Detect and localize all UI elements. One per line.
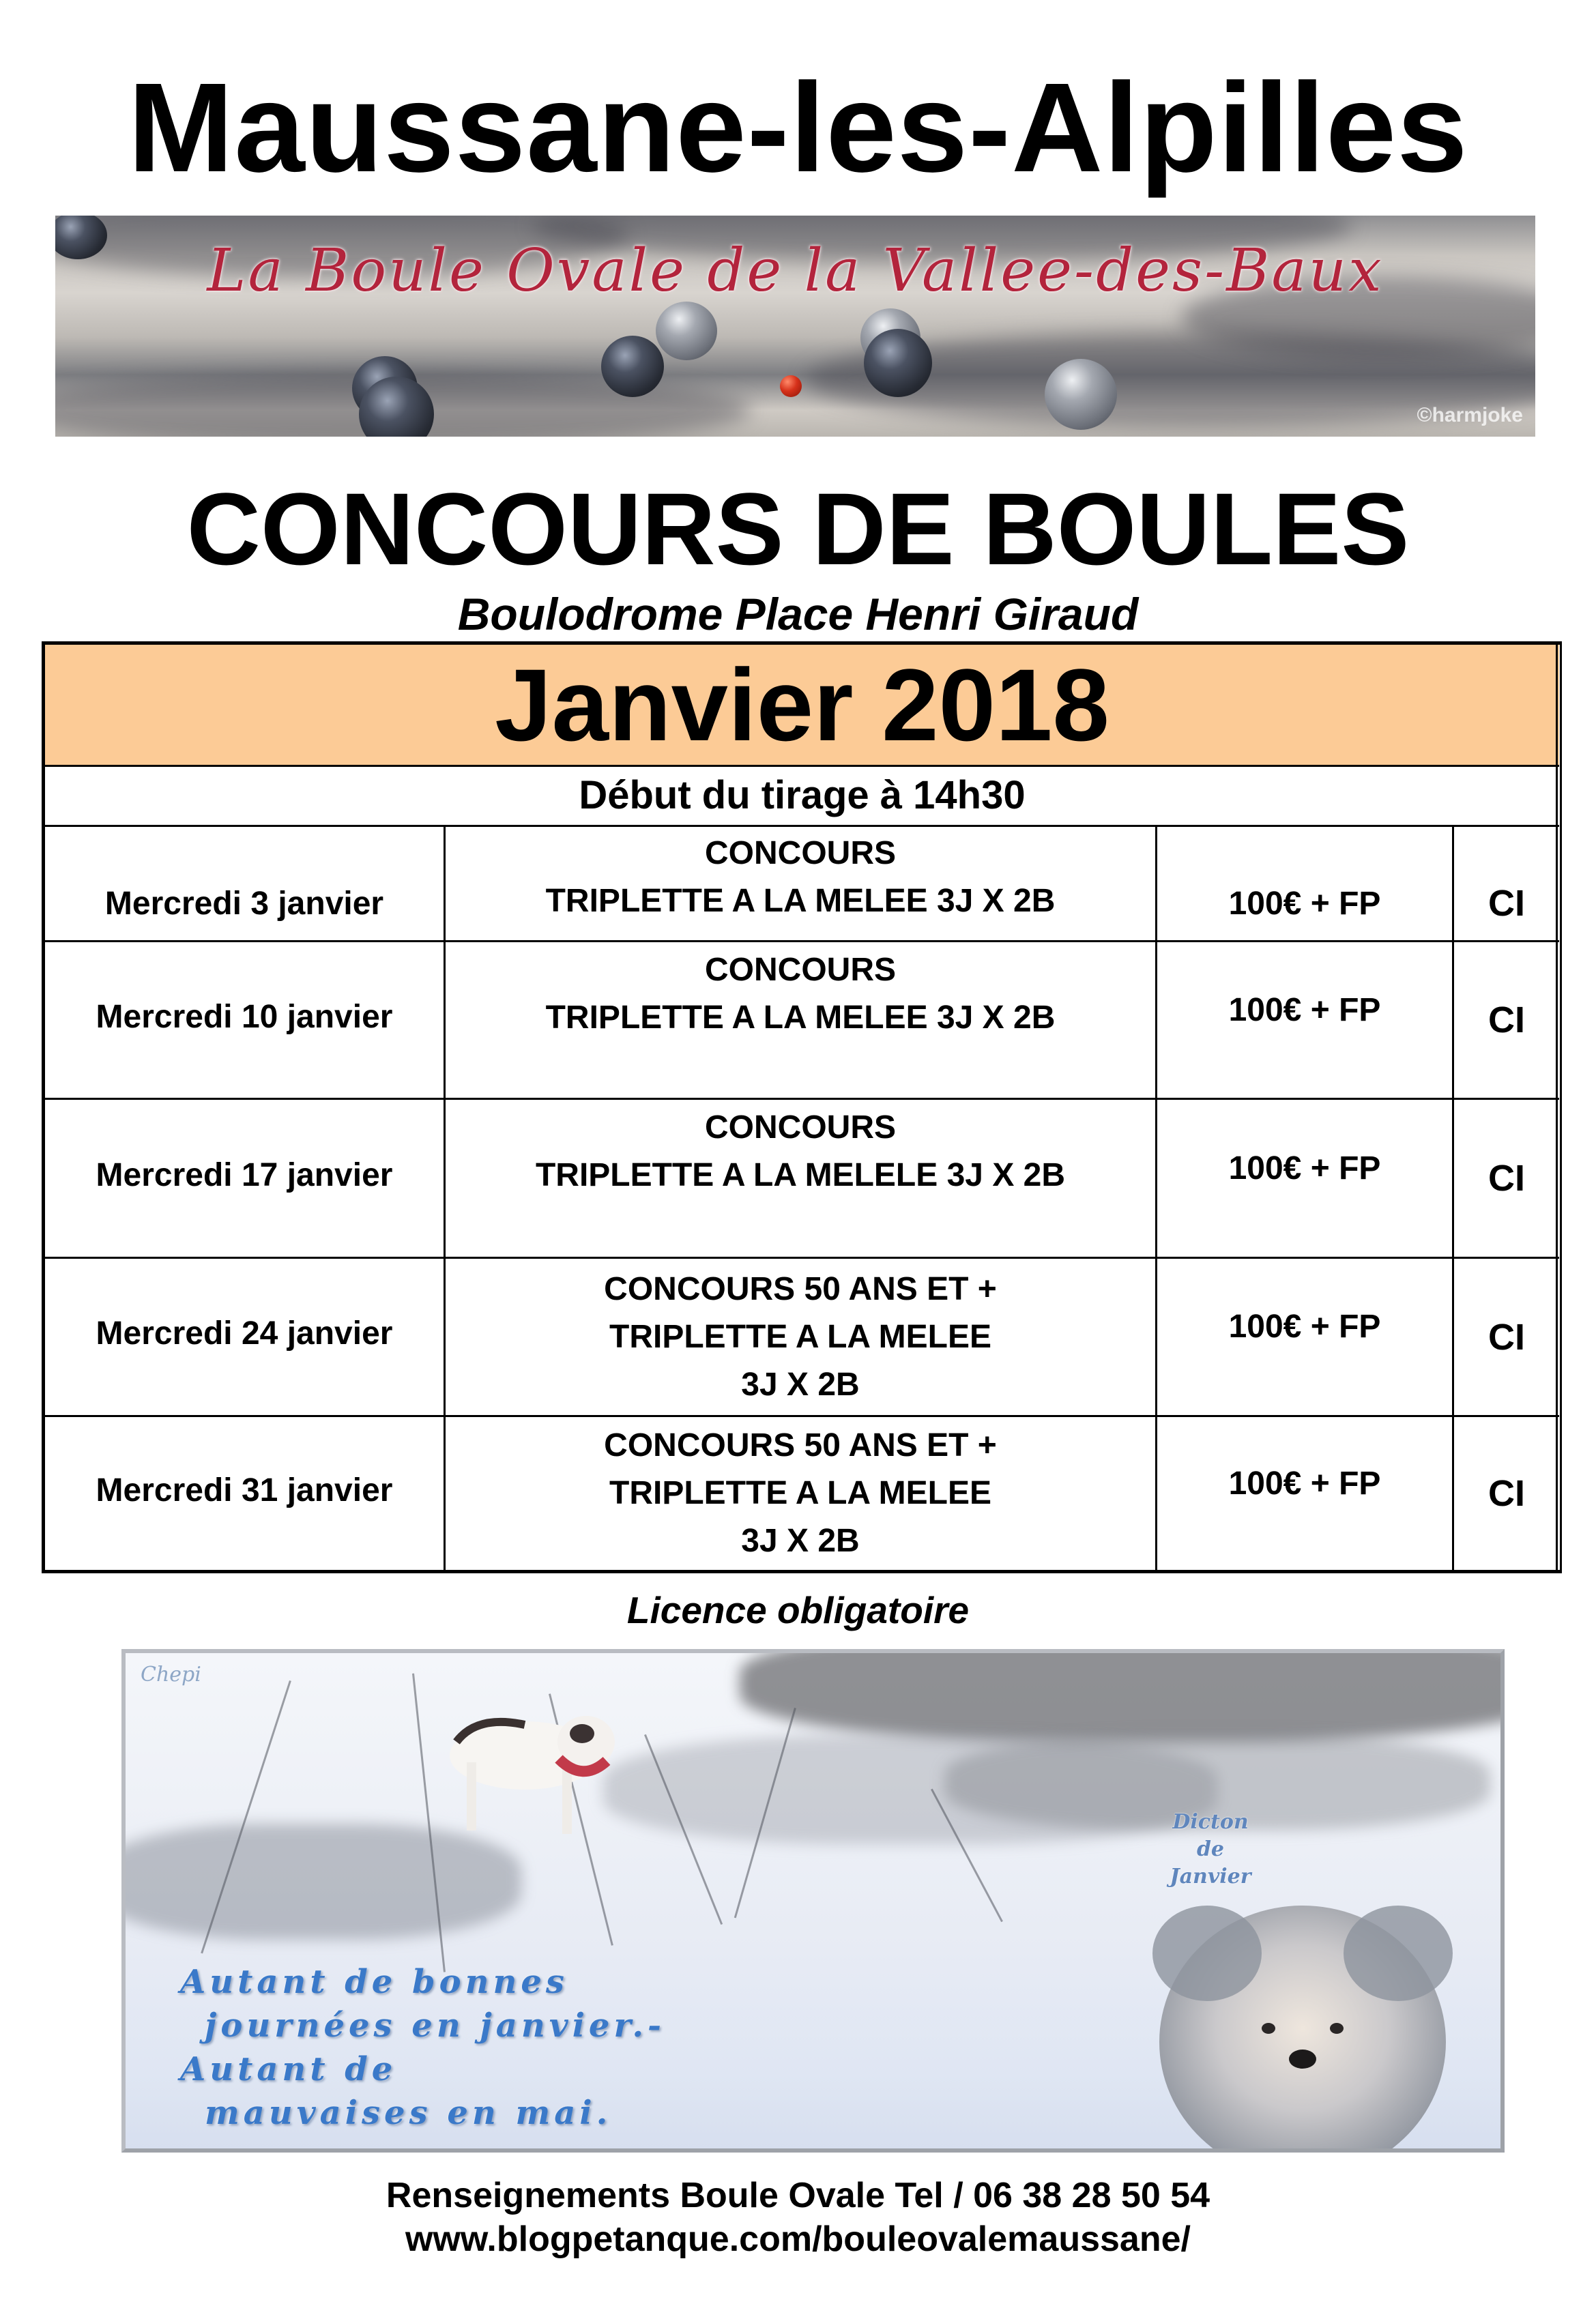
dog-large-image bbox=[1132, 1878, 1473, 2153]
banner-script-text: La Boule Ovale de la Vallee-des-Baux bbox=[207, 237, 1384, 305]
table-row bbox=[45, 825, 1559, 940]
event-prize: 100€ + FP bbox=[1155, 1259, 1452, 1415]
table-row bbox=[45, 1257, 1559, 1415]
licence-note: Licence obligatoire bbox=[626, 1589, 970, 1631]
schedule-table bbox=[42, 641, 1561, 1573]
table-row bbox=[45, 1098, 1559, 1257]
draw-time-label: Début du tirage à 14h30 bbox=[579, 773, 1026, 817]
event-prize: 100€ + FP bbox=[1155, 1100, 1452, 1257]
event-description: CONCOURS 50 ANS ET + TRIPLETTE A LA MELEE 3J X 2B bbox=[444, 1417, 1155, 1570]
jack-ball bbox=[780, 375, 802, 397]
winter-caption: Dicton de Janvier bbox=[1170, 1810, 1251, 1889]
winter-proverb: Autant de bonnes journées en janvier.- Autant de mauvaises en mai. bbox=[180, 1963, 665, 2132]
event-date: Mercredi 10 janvier bbox=[96, 998, 393, 1035]
event-category: CI bbox=[1452, 827, 1559, 940]
month-header-row bbox=[45, 645, 1559, 765]
event-category: CI bbox=[1452, 1100, 1559, 1257]
event-prize: 100€ + FP bbox=[1155, 1417, 1452, 1570]
boule-ball bbox=[601, 336, 664, 397]
event-description: CONCOURS 50 ANS ET + TRIPLETTE A LA MELEE 3J X 2B bbox=[444, 1259, 1155, 1415]
winter-signature: Chepi bbox=[141, 1663, 201, 1687]
boule-ball bbox=[1045, 359, 1117, 430]
event-venue: Boulodrome Place Henri Giraud bbox=[457, 589, 1139, 639]
event-date: Mercredi 31 janvier bbox=[96, 1472, 393, 1508]
table-row bbox=[45, 940, 1559, 1098]
event-description: CONCOURS TRIPLETTE A LA MELEE 3J X 2B bbox=[444, 827, 1155, 940]
website-link[interactable]: www.blogpetanque.com/bouleovalemaussane/ bbox=[405, 2219, 1191, 2259]
boule-ball bbox=[864, 329, 932, 397]
banner-watermark: ©harmjoke bbox=[1417, 404, 1523, 426]
winter-image bbox=[121, 1649, 1505, 2153]
table-border bbox=[1556, 641, 1558, 1573]
table-border bbox=[1560, 641, 1562, 1573]
banner-image bbox=[55, 216, 1535, 437]
town-title: Maussane-les-Alpilles bbox=[128, 57, 1468, 199]
month-label: Janvier 2018 bbox=[495, 647, 1109, 762]
event-title: CONCOURS DE BOULES bbox=[186, 471, 1410, 586]
table-row bbox=[45, 1415, 1559, 1570]
event-category: CI bbox=[1452, 1259, 1559, 1415]
event-date: Mercredi 3 janvier bbox=[104, 885, 384, 922]
event-prize: 100€ + FP bbox=[1155, 827, 1452, 940]
event-category: CI bbox=[1452, 942, 1559, 1098]
draw-time-row bbox=[45, 765, 1559, 825]
event-description: CONCOURS TRIPLETTE A LA MELEE 3J X 2B bbox=[444, 942, 1155, 1098]
event-date: Mercredi 17 janvier bbox=[96, 1156, 393, 1193]
event-prize: 100€ + FP bbox=[1155, 942, 1452, 1098]
event-description: CONCOURS TRIPLETTE A LA MELELE 3J X 2B bbox=[444, 1100, 1155, 1257]
event-date: Mercredi 24 janvier bbox=[96, 1315, 393, 1352]
boule-ball bbox=[656, 302, 717, 360]
dog-small-image bbox=[436, 1708, 661, 1844]
contact-info: Renseignements Boule Ovale Tel / 06 38 28 50 54 bbox=[386, 2176, 1210, 2215]
event-category: CI bbox=[1452, 1417, 1559, 1570]
